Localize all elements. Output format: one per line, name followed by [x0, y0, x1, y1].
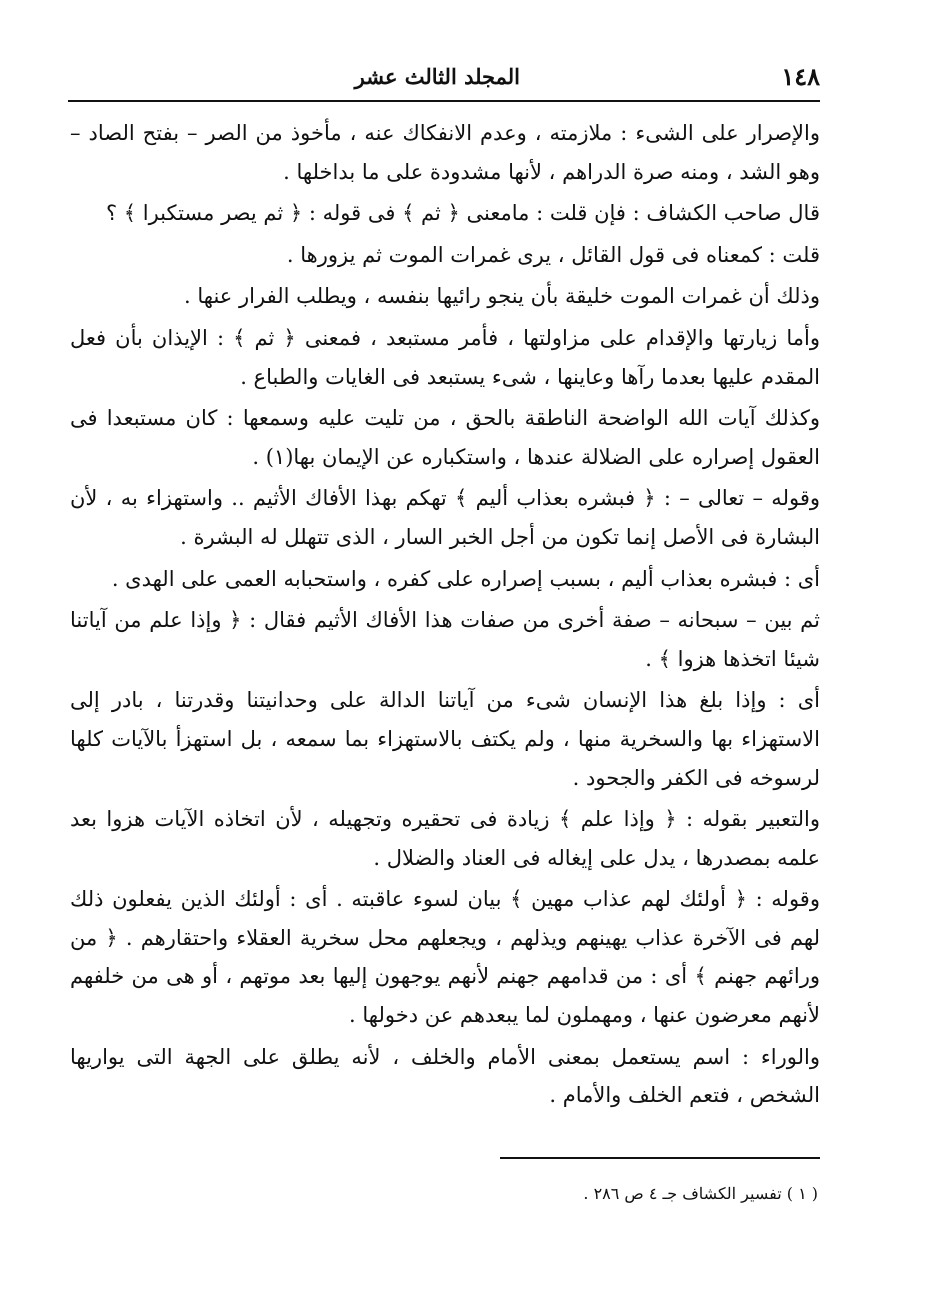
paragraph: وأما زيارتها والإقدام على مزاولتها ، فأمر مستبعد ، فمعنى ﴿ ثم ﴾ : الإيذان بأن فعل المقدم عليها بعدما رآها وعاينها ، شىء يستبعد فى الغايات والطباع .	[70, 325, 820, 389]
paragraph: أى : وإذا بلغ هذا الإنسان شىء من آياتنا الدالة على وحدانيتنا وقدرتنا ، بادر إلى الاستهزاء بها والسخرية منها ، ولم يكتف بالاستهزاء بما سمعه ، بل استهزأ بالآيات كلها لرسوخه فى الكفر والجحود .	[70, 688, 820, 790]
paragraph: قال صاحب الكشاف : فإن قلت : مامعنى ﴿ ثم ﴾ فى قوله : ﴿ ثم يصر مستكبرا ﴾ ؟	[105, 201, 820, 226]
paragraph: والتعبير بقوله : ﴿ وإذا علم ﴾ زيادة فى تحقيره وتجهيله ، لأن اتخاذه الآيات هزوا بعد علمه بمصدرها ، يدل على إيغاله فى العناد والضلال .	[70, 807, 820, 870]
volume-title: المجلد الثالث عشر	[354, 64, 520, 89]
paragraph: قلت : كمعناه فى قول القائل ، يرى غمرات الموت ثم يزورها .	[286, 242, 820, 267]
paragraph: وذلك أن غمرات الموت خليقة بأن ينجو رائيها بنفسه ، ويطلب الفرار عنها .	[184, 284, 820, 309]
body-text	[70, 114, 820, 1118]
paragraph: والوراء : اسم يستعمل بمعنى الأمام والخلف ، لأنه يطلق على الجهة التى يواريها الشخص ، فتعم الخلف والأمام .	[70, 1044, 820, 1108]
header-divider	[68, 100, 820, 102]
footnote-divider	[500, 1157, 820, 1159]
paragraph: وقوله – تعالى – : ﴿ فبشره بعذاب أليم ﴾ تهكم بهذا الأفاك الأثيم .. واستهزاء به ، لأن البشارة فى الأصل إنما تكون من أجل الخبر السار ، الذى تتهلل له البشرة .	[70, 486, 820, 549]
page-header	[68, 60, 820, 98]
paragraph: وقوله : ﴿ أولئك لهم عذاب مهين ﴾ بيان لسوء عاقبته . أى : أولئك الذين يفعلون ذلك لهم فى الآخرة عذاب يهينهم ويذلهم ، ويجعلهم محل سخرية العقلاء واحتقارهم . ﴿ من ورائهم جهنم ﴾ أى : من قدامهم جهنم لأنهم يوجهون إليها بعد موتهم ، أو هى من خلفهم لأنهم معرضون عنها ، ومهملون لما يبعدهم عن دخولها .	[70, 887, 820, 1028]
paragraph: والإصرار على الشىء : ملازمته ، وعدم الانفكاك عنه ، مأخوذ من الصر – بفتح الصاد – وهو الشد ، ومنه صرة الدراهم ، لأنها مشدودة على ما بداخلها .	[70, 121, 820, 184]
page-number: ١٤٨	[781, 62, 820, 91]
paragraph: ثم بين – سبحانه – صفة أخرى من صفات هذا الأفاك الأثيم فقال : ﴿ وإذا علم من آياتنا شيئا اتخذها هزوا ﴾ .	[70, 608, 820, 671]
footnote: ( ١ ) تفسير الكشاف جـ ٤ ص ٢٨٦ .	[583, 1184, 818, 1203]
paragraph: أى : فبشره بعذاب أليم ، بسبب إصراره على كفره ، واستحبابه العمى على الهدى .	[111, 566, 820, 591]
paragraph: وكذلك آيات الله الواضحة الناطقة بالحق ، من تليت عليه وسمعها : كان مستبعدا فى العقول إصراره على الضلالة عندها ، واستكباره عن الإيمان بها(١) .	[70, 406, 820, 469]
